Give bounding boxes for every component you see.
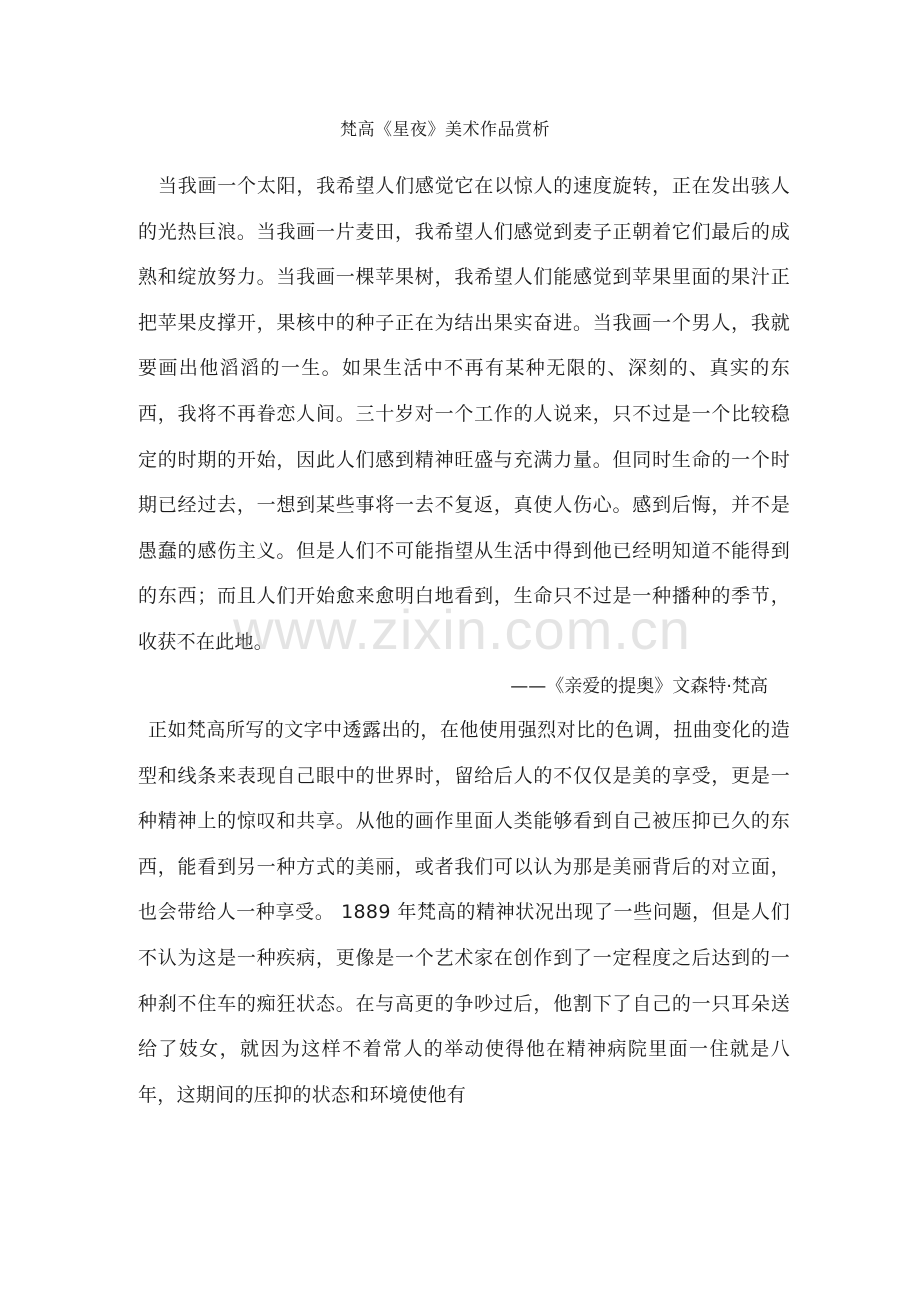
document-title: 梵高《星夜》美术作品赏析 — [340, 120, 550, 140]
quote-attribution: ——《亲爱的提奥》文森特·梵高 — [510, 676, 768, 697]
watermark: www.zixin.com.cn — [233, 598, 691, 661]
quote-paragraph: 当我画一个太阳，我希望人们感觉它在以惊人的速度旋转，正在发出骇人的光热巨浪。当我画一片麦田，我希望人们感觉到麦子正朝着它们最后的成熟和绽放努力。当我画一棵苹果树，我希望人们能感觉到苹果里面的果汁正把苹果皮撑开，果核中的种子正在为结出果实奋进。当我画一个男人，我就要画出他滔滔的一生。如果生活中不再有某种无限的、深刻的、真实的东西，我将不再眷恋人间。三十岁对一个工作的人说来，只不过是一个比较稳定的时期的开始，因此人们感到精神旺盛与充满力量。但同时生命的一个时期已经过去，一想到某些事将一去不复返，真使人伤心。感到后悔，并不是愚蠢的感伤主义。但是人们不可能指望从生活中得到他已经明知道不能得到的东西；而且人们开始愈来愈明白地看到，生命只不过是一种播种的季节，收获不在此地。 — [138, 175, 790, 653]
analysis-paragraph: 正如梵高所写的文字中透露出的，在他使用强烈对比的色调，扭曲变化的造型和线条来表现自己眼中的世界时，留给后人的不仅仅是美的享受，更是一种精神上的惊叹和共享。从他的画作里面人类能够看到自己被压抑已久的东西，能看到另一种方式的美丽，或者我们可以认为那是美丽背后的对立面，也会带给人一种享受。 1889 年梵高的精神状况出现了一些问题，但是人们不认为这是一种疾病，更像是一个艺术家在创作到了一定程度之后达到的一种刹不住车的痴狂状态。在与高更的争吵过后，他割下了自己的一只耳朵送给了妓女，就因为这样不着常人的举动使得他在精神病院里面一住就是八年，这期间的压抑的状态和环境使他有 — [138, 719, 790, 1106]
